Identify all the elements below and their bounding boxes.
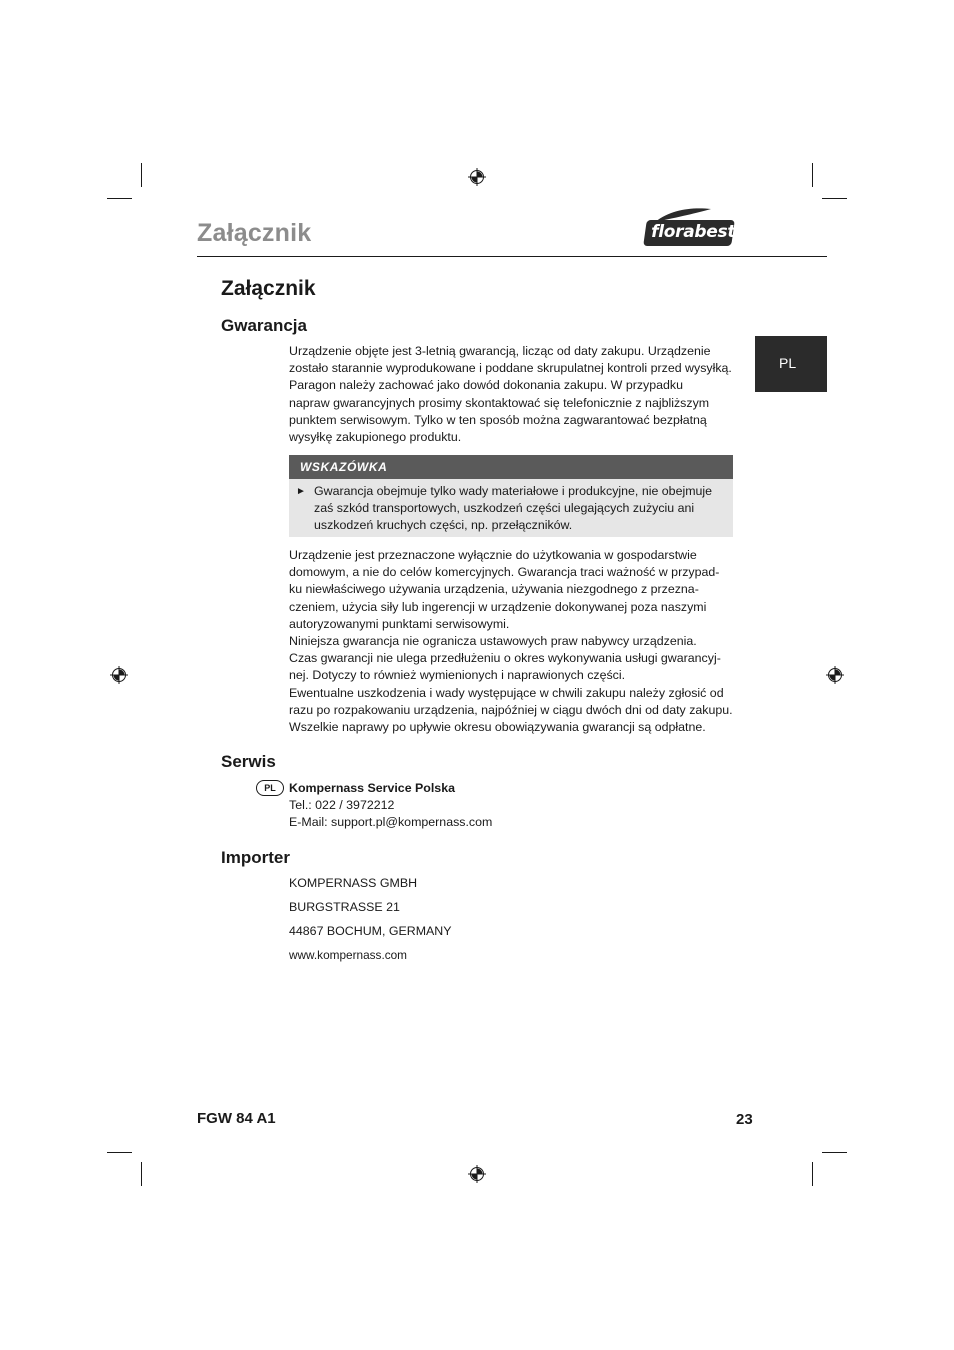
- service-phone: Tel.: 022 / 3972212: [289, 798, 395, 812]
- crop-mark: [822, 198, 847, 199]
- crop-mark: [822, 1152, 847, 1153]
- text-line: Czas gwarancji nie ulega przedłużeniu o okres wykonywania usługi gwarancyj-: [289, 651, 721, 666]
- warranty-paragraph-1: [289, 343, 739, 446]
- country-badge: PL: [256, 780, 284, 796]
- crop-mark: [141, 163, 142, 187]
- service-email: E-Mail: support.pl@kompernass.com: [289, 815, 493, 829]
- text-line: Urządzenie jest przeznaczone wyłącznie do użytkowania w gospodarstwie: [289, 548, 697, 562]
- importer-line: KOMPERNASS GMBH: [289, 876, 418, 890]
- text-line: Niniejsza gwarancja nie ogranicza ustawowych praw nabywcy urządzenia.: [289, 634, 697, 649]
- note-text: [314, 483, 712, 535]
- crop-mark: [107, 1152, 132, 1153]
- registration-mark-icon: [468, 168, 486, 186]
- language-tab: [755, 336, 827, 392]
- text-line: Wszelkie naprawy po upływie okresu obowiązywania gwarancji są odpłatne.: [289, 720, 706, 735]
- crop-mark: [107, 198, 132, 199]
- text-line: Urządzenie objęte jest 3-letnią gwarancją, licząc od daty zakupu. Urządzenie: [289, 344, 711, 358]
- language-tab-label: PL: [779, 355, 797, 371]
- arrow-right-icon: ►: [296, 486, 306, 497]
- crop-mark: [812, 163, 813, 187]
- text-line: zostało starannie wyprodukowane i poddane skrupulatnej kontroli przed wysyłką.: [289, 361, 732, 376]
- brand-logo-text: florabest: [651, 222, 736, 242]
- text-line: napraw gwarancyjnych prosimy skontaktować się telefonicznie z najbliższym: [289, 395, 710, 410]
- text-line: punktem serwisowym. Tylko w ten sposób można zagwarantować bezpłatną: [289, 412, 707, 427]
- text-line: ku niewłaściwego używania urządzenia, używania niezgodnego z przezna-: [289, 582, 699, 597]
- header-divider: [197, 256, 827, 257]
- text-line: nej. Dotyczy to również wymienionych i naprawionych części.: [289, 668, 626, 683]
- text-line: razu po rozpakowaniu urządzenia, najpóźniej w ciągu dwóch dni od daty zakupu.: [289, 702, 733, 717]
- text-line: autoryzowanymi punktami serwisowymi.: [289, 616, 510, 631]
- page-number: 23: [736, 1111, 753, 1128]
- crop-mark: [141, 1162, 142, 1186]
- text-line: wysyłkę zakupionego produktu.: [289, 430, 462, 445]
- importer-line: 44867 BOCHUM, GERMANY: [289, 924, 452, 938]
- section-title: Załącznik: [221, 277, 316, 300]
- text-line: uszkodzeń kruchych części, np. przełączników.: [314, 518, 573, 533]
- importer-line: BURGSTRASSE 21: [289, 900, 400, 914]
- warranty-paragraph-2: [289, 547, 739, 736]
- importer-heading: Importer: [221, 848, 290, 867]
- service-heading: Serwis: [221, 752, 276, 771]
- registration-mark-icon: [110, 666, 128, 684]
- warranty-heading: Gwarancja: [221, 316, 307, 335]
- crop-mark: [812, 1162, 813, 1186]
- note-title: WSKAZÓWKA: [300, 460, 388, 474]
- registration-mark-icon: [826, 666, 844, 684]
- note-header: [289, 455, 733, 479]
- header-title: Załącznik: [197, 219, 312, 247]
- text-line: Gwarancja obejmuje tylko wady materiałowe i produkcyjne, nie obejmuje: [314, 484, 713, 498]
- text-line: domowym, a nie do celów komercyjnych. Gwarancja traci ważność w przypad-: [289, 565, 720, 580]
- text-line: Ewentualne uszkodzenia i wady występujące w chwili zakupu należy zgłosić od: [289, 685, 724, 700]
- text-line: czeniem, użycia siły lub ingerencji w urządzenie dokonywanej poza naszymi: [289, 599, 707, 614]
- importer-website: www.kompernass.com: [289, 948, 408, 962]
- service-company: Kompernass Service Polska: [289, 781, 455, 795]
- footer-model: FGW 84 A1: [197, 1110, 276, 1127]
- text-line: Paragon należy zachować jako dowód dokonania zakupu. W przypadku: [289, 378, 683, 393]
- brand-logo: [643, 220, 735, 246]
- text-line: zaś szkód transportowych, uszkodzeń części ulegających zużyciu ani: [314, 501, 695, 516]
- registration-mark-icon: [468, 1165, 486, 1183]
